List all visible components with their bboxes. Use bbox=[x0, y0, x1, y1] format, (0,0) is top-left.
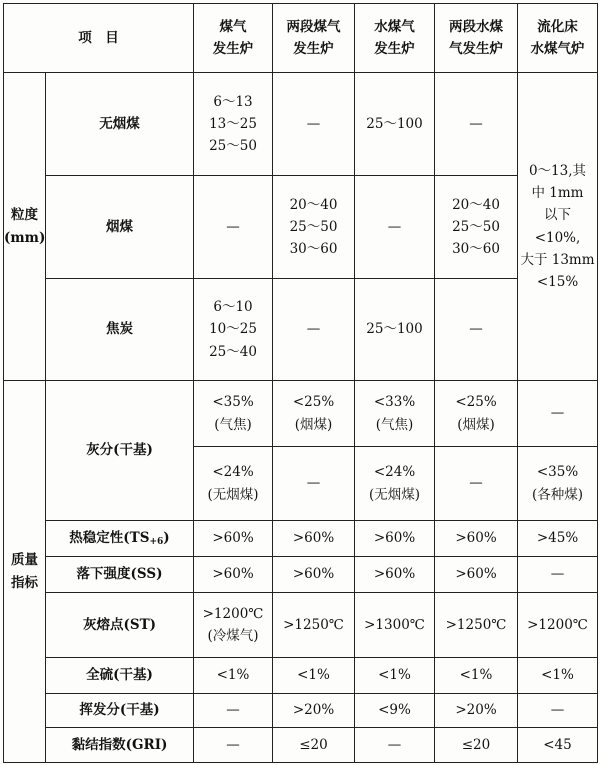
header-row bbox=[4, 4, 598, 73]
table-row bbox=[4, 176, 598, 279]
table-cell: <1% bbox=[518, 658, 598, 694]
table-cell: — bbox=[518, 381, 598, 447]
table-cell: <9% bbox=[355, 694, 435, 728]
quality-group-label: 质量 指标 bbox=[4, 381, 46, 763]
table-cell: 25～100 bbox=[355, 73, 435, 176]
coal-quality-table bbox=[3, 3, 598, 763]
table-row bbox=[4, 658, 598, 694]
table-cell: >60% bbox=[273, 557, 355, 593]
table-cell: — bbox=[194, 176, 273, 279]
table-cell: <1% bbox=[194, 658, 273, 694]
table-cell: <33% (气焦) bbox=[355, 381, 435, 447]
table-cell: — bbox=[435, 73, 518, 176]
table-cell: ≤20 bbox=[273, 728, 355, 763]
table-cell: — bbox=[355, 176, 435, 279]
table-cell: >60% bbox=[435, 557, 518, 593]
table-cell: >1250℃ bbox=[435, 593, 518, 658]
table-cell: <1% bbox=[355, 658, 435, 694]
table-row bbox=[4, 521, 598, 557]
header-item: 项 目 bbox=[4, 4, 194, 73]
header-gas-producer: 煤气 发生炉 bbox=[194, 4, 273, 73]
table-cell: 20～40 25～50 30～60 bbox=[435, 176, 518, 279]
table-cell: — bbox=[355, 728, 435, 763]
table-cell: 6～10 10～25 25～40 bbox=[194, 279, 273, 381]
table-cell: — bbox=[194, 728, 273, 763]
row-label-caking-index: 黏结指数(GRI) bbox=[46, 728, 194, 763]
table-cell: <35% (气焦) bbox=[194, 381, 273, 447]
table-cell: >1250℃ bbox=[273, 593, 355, 658]
table-cell: ≤20 bbox=[435, 728, 518, 763]
fluidized-bed-granularity: 0～13,其 中 1mm 以下 <10%, 大于 13mm <15% bbox=[518, 73, 598, 381]
table-cell: — bbox=[518, 557, 598, 593]
table-cell: <45 bbox=[518, 728, 598, 763]
row-label-coke: 焦炭 bbox=[46, 279, 194, 381]
table-cell: <24% (无烟煤) bbox=[355, 447, 435, 521]
table-cell: <35% (各种煤) bbox=[518, 447, 598, 521]
table-row bbox=[4, 279, 598, 381]
table-cell: >45% bbox=[518, 521, 598, 557]
table-cell: >60% bbox=[355, 521, 435, 557]
table-cell: >1300℃ bbox=[355, 593, 435, 658]
table-cell: <25% (烟煤) bbox=[273, 381, 355, 447]
row-label-anthracite: 无烟煤 bbox=[46, 73, 194, 176]
table-cell: >60% bbox=[273, 521, 355, 557]
table-row bbox=[4, 593, 598, 658]
table-cell: — bbox=[194, 694, 273, 728]
table-cell: <25% (烟煤) bbox=[435, 381, 518, 447]
table-cell: — bbox=[273, 279, 355, 381]
table-cell: >1200℃ bbox=[518, 593, 598, 658]
table-cell: >20% bbox=[435, 694, 518, 728]
row-label-bituminous: 烟煤 bbox=[46, 176, 194, 279]
table-cell: >60% bbox=[355, 557, 435, 593]
table-cell: — bbox=[273, 447, 355, 521]
table-cell: >60% bbox=[194, 521, 273, 557]
table-cell: — bbox=[435, 447, 518, 521]
row-label-total-sulfur: 全硫(干基) bbox=[46, 658, 194, 694]
table-cell: — bbox=[518, 694, 598, 728]
table-cell: — bbox=[435, 279, 518, 381]
table-cell: 25～100 bbox=[355, 279, 435, 381]
table-row bbox=[4, 381, 598, 447]
row-label-thermal-stability: 热稳定性$(TS_{+6})$ bbox=[46, 521, 194, 557]
table-row bbox=[4, 557, 598, 593]
row-label-drop-strength: 落下强度(SS) bbox=[46, 557, 194, 593]
table-cell: >20% bbox=[273, 694, 355, 728]
row-label-ash-fusion: 灰熔点(ST) bbox=[46, 593, 194, 658]
table-row bbox=[4, 728, 598, 763]
header-two-stage-water-gas: 两段水煤 气发生炉 bbox=[435, 4, 518, 73]
table-row bbox=[4, 694, 598, 728]
table-cell: 20～40 25～50 30～60 bbox=[273, 176, 355, 279]
table-cell: <24% (无烟煤) bbox=[194, 447, 273, 521]
table-cell: >1200℃ (冷煤气) bbox=[194, 593, 273, 658]
table-row bbox=[4, 73, 598, 176]
header-two-stage-gas-producer: 两段煤气 发生炉 bbox=[273, 4, 355, 73]
table-cell: 6～13 13～25 25～50 bbox=[194, 73, 273, 176]
header-fluidized-bed: 流化床 水煤气炉 bbox=[518, 4, 598, 73]
header-water-gas-producer: 水煤气 发生炉 bbox=[355, 4, 435, 73]
table-cell: >60% bbox=[435, 521, 518, 557]
table-cell: <1% bbox=[435, 658, 518, 694]
table-cell: — bbox=[273, 73, 355, 176]
table-cell: <1% bbox=[273, 658, 355, 694]
granularity-group-label: 粒度 (mm) bbox=[4, 73, 46, 381]
table-cell: >60% bbox=[194, 557, 273, 593]
row-label-volatile-matter: 挥发分(干基) bbox=[46, 694, 194, 728]
row-label-ash: 灰分(干基) bbox=[46, 381, 194, 521]
